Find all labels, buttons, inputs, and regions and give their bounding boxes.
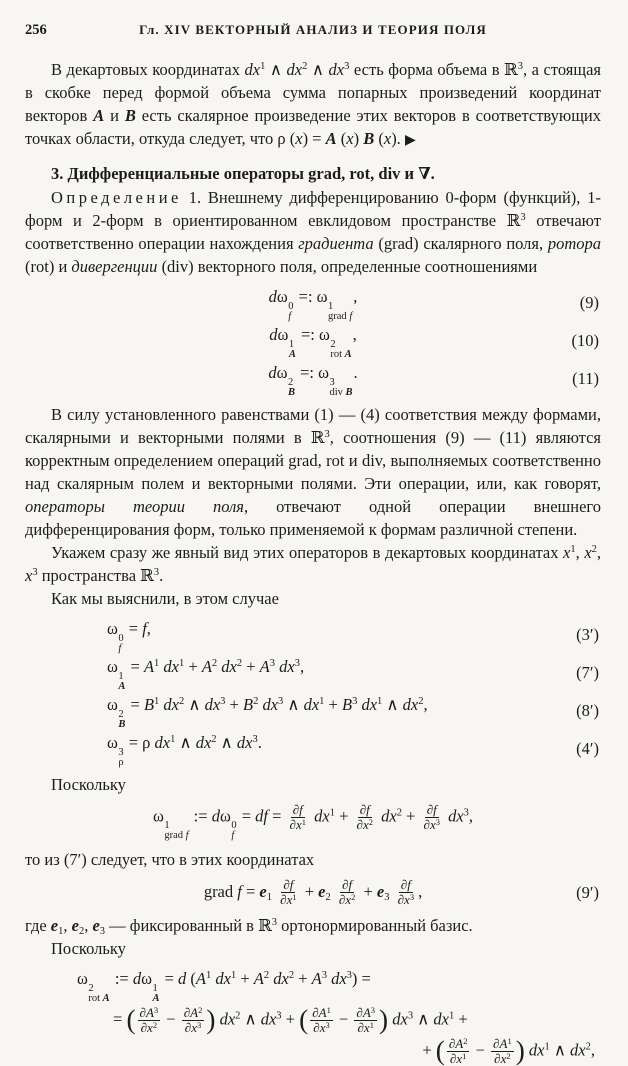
equations-grad-rot-div-definitions [25,284,601,398]
equation-9-prime-number: (9′) [576,882,599,902]
equation-11 [25,360,601,398]
running-header [25,22,601,38]
equation-10-number: (10) [571,331,599,350]
equation-3-prime-body: ω 0 f = f, [107,619,151,654]
paragraph-volume-form: В декартовых координатах $dx^1$ ∧ $dx^2$ ∧ $dx^3$ есть форма объема в ℝ$^3$, а стоящая в скобке перед формой объема сумма попарных произведений координат векторов A и B есть скалярное произведение этих векторов в соответствующих точках области, откуда следует, что ρ (x) = A (x) B (x). ▶ [25,60,602,148]
equation-rot-line-1: ω 2 rot A := dω 1 A = d ($A^1$ $dx^1 + A^2$ $dx^2 + A^3$ $dx^3$) = [77,969,371,1005]
equation-9 [25,284,601,322]
equation-7-prime [25,654,601,692]
equation-rot-line-2: = ( $\frac{\partial A^3}{\partial x^2}$ − $\frac{\partial A^2}{\partial x^3}$ ) $dx^2$ ∧ $dx^3$ + ( $\frac{\partial A^1}{\partial x^3}$ − $\frac{\partial A^3}{\partial x^1}$ ) $dx^3$ ∧ $dx^1$ + [113,1004,468,1036]
equation-8-prime-number: (8′) [576,701,599,720]
paragraph-explicit-form: Укажем сразу же явный вид этих операторов в декартовых координатах $x^1$, $x^2$, $x^3$ пространства ℝ$^3$. [25,543,602,585]
equation-4-prime-body: ω 3 ρ = ρ $dx^1$ ∧ $dx^2$ ∧ $dx^3$. [107,733,262,768]
equation-9-body: dω 0 f =: ω 1 grad f , [268,287,358,322]
equation-3-prime-number: (3′) [576,625,599,644]
equation-4-prime [25,730,601,768]
paragraph-since-2: Поскольку [51,939,126,959]
paragraph-from-7-prime: то из (7′) следует, что в этих координатах [25,850,315,870]
equation-8-prime [25,692,601,730]
paragraph-since-1: Поскольку [51,775,126,794]
equation-omega-grad-f: ω 1 grad f := dω 0 f = df = $\frac{\partial f}{\partial x^1}$ $dx^1$ + $\frac{\partial f}{\partial x^2}$ $dx^2$ + $\frac{\partial f}{\partial x^3}$ $dx^3$, [152,802,474,842]
paragraph-orthonormal-basis: где $e_1$, $e_2$, $e_3$ — фиксированный в ℝ$^3$ ортонормированный базис. [25,916,473,938]
paragraph-definition-1: Определение 1. Внешнему дифференцированию 0-форм (функций), 1-форм и 2-форм в ориентированном евклидовом пространстве ℝ$^3$ отвечают соответственно операции нахождения градиента (grad) скалярного поля, ротора (rot) и дивергенции (div) векторного поля, определенные соотношениями [25,188,601,276]
paragraph-as-we-found: Как мы выяснили, в этом случае [51,589,279,608]
equation-rot-block [25,966,601,1066]
equation-9-prime-body: grad $f = e_1$ $\frac{\partial f}{\partial x^1}$ + $e_2$ $\frac{\partial f}{\partial x^2}$ + $e_3$ $\frac{\partial f}{\partial x^3}$ , [203,877,423,908]
equation-7-prime-number: (7′) [576,663,599,682]
equation-9-number: (9) [579,293,599,312]
chapter-title: Гл. XIV ВЕКТОРНЫЙ АНАЛИЗ И ТЕОРИЯ ПОЛЯ [139,22,487,37]
equation-7-prime-body: ω 1 A = $A^1$ $dx^1 + A^2$ $dx^2 + A^3$ $dx^3$, [107,657,305,692]
section-heading: 3. Дифференциальные операторы grad, rot, div и ∇. [51,164,435,183]
equation-4-prime-number: (4′) [576,739,599,758]
equation-3-prime [25,616,601,654]
equation-8-prime-body: ω 2 B = $B^1$ $dx^2$ ∧ $dx^3 + B^2$ $dx^3$ ∧ $dx^1 + B^3$ $dx^1$ ∧ $dx^2$, [107,695,428,730]
equation-11-number: (11) [572,369,599,388]
equation-11-body: dω 2 B =: ω 3 div B . [268,363,358,398]
equation-rot-line-3: + ( $\frac{\partial A^2}{\partial x^1}$ − $\frac{\partial A^1}{\partial x^2}$ ) $dx^1$ ∧ $dx^2$, [422,1035,595,1066]
equation-9-prime [25,878,601,907]
page-number: 256 [25,22,47,38]
equation-10 [25,322,601,360]
equations-forms-in-coordinates [25,616,601,768]
equation-10-body: dω 1 A =: ω 2 rot A , [269,325,357,360]
paragraph-correctness: В силу установленного равенствами (1) — (4) соответствия между формами, скалярными и векторными полями в ℝ$^3$, соотношения (9) — (11) являются корректным определением операций grad, rot и div, выполняемых соответственно над скалярным полем и векторными полями. Эти операции, или, как говорят, операторы теории поля, отвечают одной операции внешнего дифференцирования форм, только применяемой к формам различной степени. [25,405,602,539]
